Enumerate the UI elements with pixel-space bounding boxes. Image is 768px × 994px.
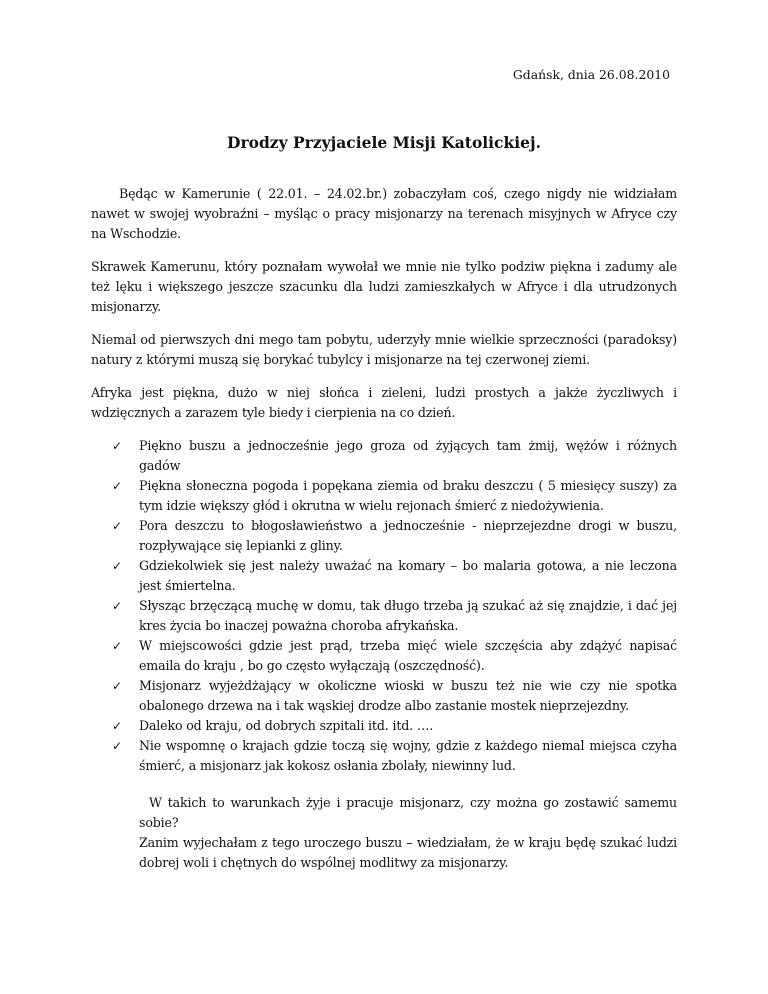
checklist (91, 436, 677, 776)
checklist-item-text: Piękna słoneczna pogoda i popękana ziemia od braku deszczu ( 5 miesięcy suszy) za tym idzie większy głód i okrutna w wielu rejonach śmierć z niedożywienia. (139, 478, 677, 513)
closing-paragraph: Zanim wyjechałam z tego uroczego buszu – wiedziałam, że w kraju będę szukać ludzi dobrej woli i chętnych do wspólnej modlitwy za misjonarzy. (139, 835, 677, 870)
checklist-item-text: Słysząc brzęczącą muchę w domu, tak długo trzeba ją szukać aż się znajdzie, i dać jej kres życia bo inaczej poważna choroba afrykańska. (139, 598, 677, 633)
checkmark-icon: ✓ (112, 599, 122, 613)
checkmark-icon: ✓ (112, 439, 122, 453)
checklist-item-text: Gdziekolwiek się jest należy uważać na komary – bo malaria gotowa, a nie leczona jest śmiertelna. (139, 558, 677, 593)
letter-title: Drodzy Przyjaciele Misji Katolickiej. (227, 133, 541, 152)
checklist-item (112, 436, 677, 476)
date-line: Gdańsk, dnia 26.08.2010 (512, 67, 670, 82)
checkmark-icon: ✓ (112, 519, 122, 533)
checklist-item (112, 596, 677, 636)
checklist-item-text: W miejscowości gdzie jest prąd, trzeba mięć wiele szczęścia aby zdążyć napisać emaila do kraju , bo go często wyłączają (oszczędność). (139, 638, 677, 673)
checklist-item-text: Misjonarz wyjeżdżający w okoliczne wioski w buszu też nie wie czy nie spotka obalonego drzewa na i tak wąskiej drodze albo zastanie mostek nieprzejezdny. (139, 678, 677, 713)
checklist-item (112, 676, 677, 716)
checklist-item-text: Nie wspomnę o krajach gdzie toczą się wojny, gdzie z każdego niemal miejsca czyha śmierć, a misjonarz jak kokosz osłania zbolały, niewinny lud. (139, 738, 677, 773)
letter-body (91, 184, 677, 873)
checkmark-icon: ✓ (112, 559, 122, 573)
checkmark-icon: ✓ (112, 739, 122, 753)
checklist-item (112, 716, 677, 736)
checkmark-icon: ✓ (112, 679, 122, 693)
checklist-item-text: Piękno buszu a jednocześnie jego groza od żyjących tam żmij, wężów i różnych gadów (139, 438, 677, 473)
checklist-item (112, 736, 677, 776)
checklist-item (112, 636, 677, 676)
paragraph: Skrawek Kamerunu, który poznałam wywołał we mnie nie tylko podziw piękna i zadumy ale też lęku i większego jeszcze szacunku dla ludzi zamieszkałych w Afryce i dla utrudzonych misjonarzy. (91, 259, 677, 314)
checklist-item-text: Daleko od kraju, od dobrych szpitali itd. itd. …. (139, 718, 434, 733)
checklist-item (112, 556, 677, 596)
checkmark-icon: ✓ (112, 719, 122, 733)
paragraph: Niemal od pierwszych dni mego tam pobytu, uderzyły mnie wielkie sprzeczności (paradoksy) natury z którymi muszą się borykać tubylcy i misjonarze na tej czerwonej ziemi. (91, 332, 677, 367)
closing-block (139, 793, 677, 873)
paragraph: Afryka jest piękna, dużo w niej słońca i zieleni, ludzi prostych a jakże życzliwych i wdzięcznych a zarazem tyle biedy i cierpienia na co dzień. (91, 385, 677, 420)
paragraph-intro: Będąc w Kamerunie ( 22.01. – 24.02.br.) zobaczyłam coś, czego nigdy nie widziałam nawet w swojej wyobraźni – myśląc o pracy misjonarzy na terenach misyjnych w Afryce czy na Wschodzie. (91, 186, 677, 241)
checklist-item-text: Pora deszczu to błogosławieństwo a jednocześnie - nieprzejezdne drogi w buszu, rozpływające się lepianki z gliny. (139, 518, 677, 553)
checklist-item (112, 516, 677, 556)
closing-paragraph: W takich to warunkach żyje i pracuje misjonarz, czy można go zostawić samemu sobie? (139, 795, 677, 830)
checkmark-icon: ✓ (112, 479, 122, 493)
checklist-item (112, 476, 677, 516)
checkmark-icon: ✓ (112, 639, 122, 653)
